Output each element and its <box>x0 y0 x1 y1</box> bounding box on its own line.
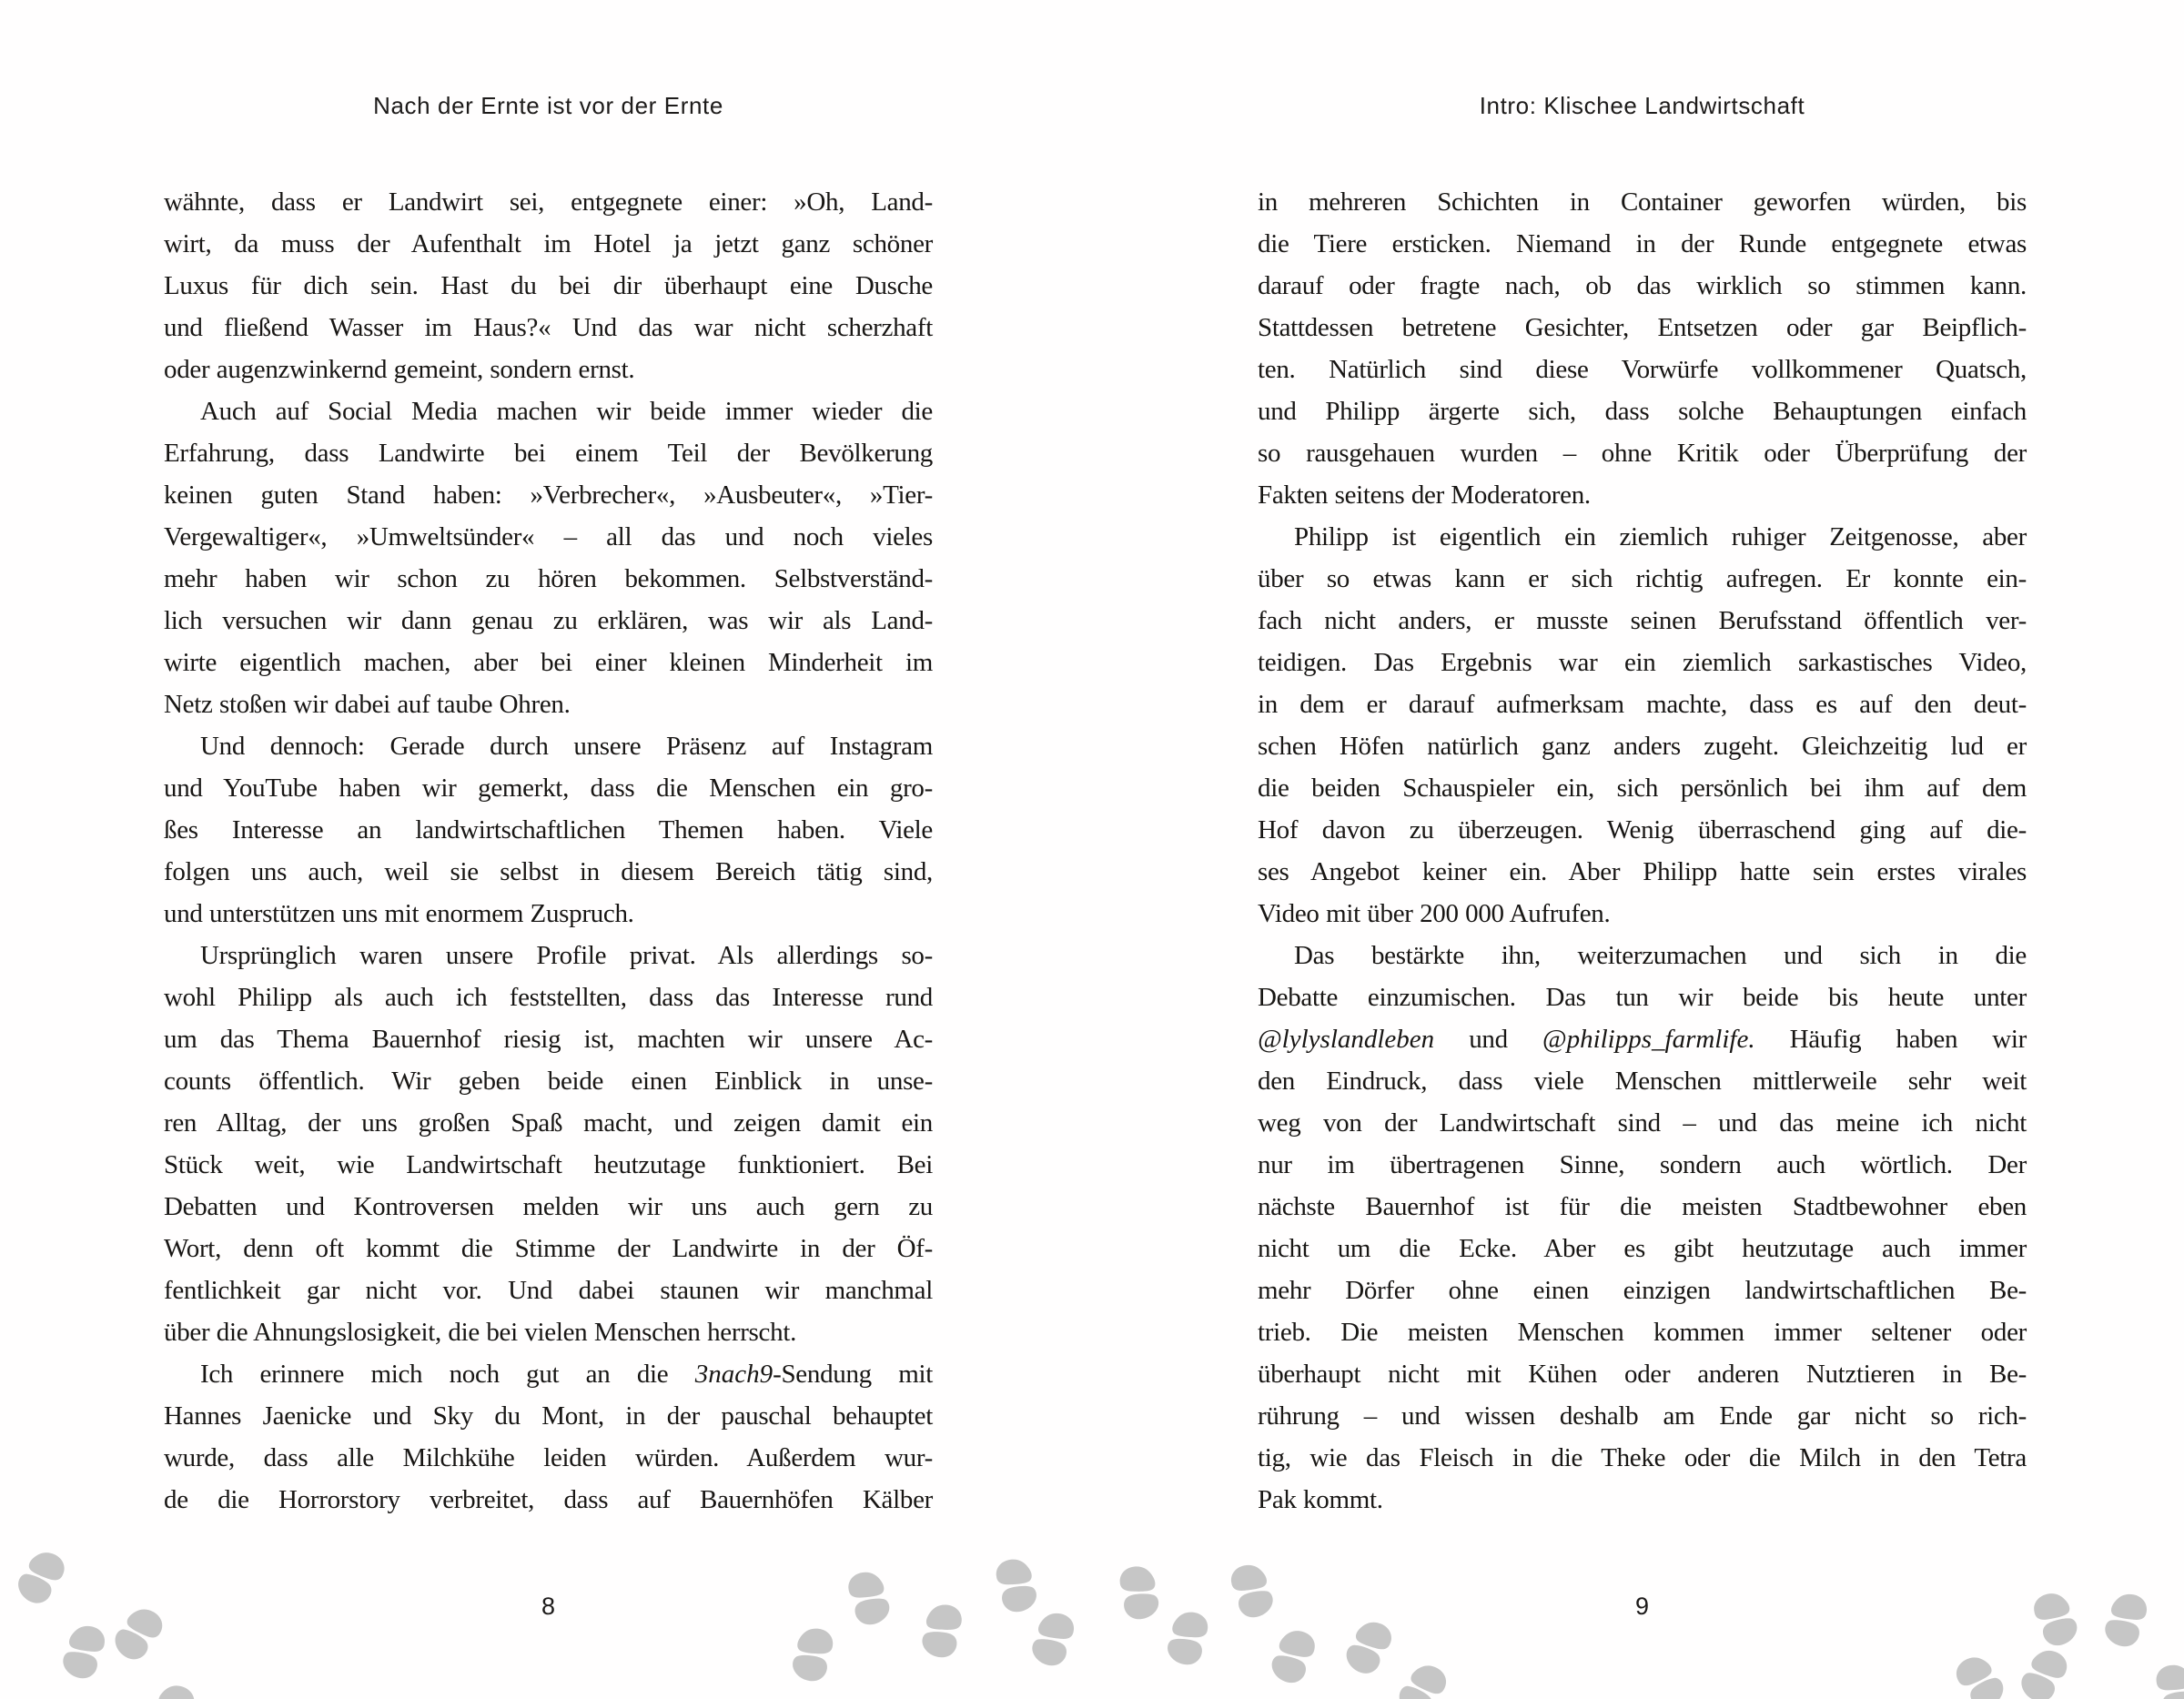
text-line: mehr haben wir schon zu hören bekommen. Selbstverständ- <box>164 564 933 593</box>
text-line: in mehreren Schichten in Container geworfen würden, bis <box>1258 187 2027 217</box>
text-column-left <box>164 181 933 1521</box>
hoof-print-icon <box>786 1623 838 1686</box>
text-line: Auch auf Social Media machen wir beide immer wieder die <box>200 397 933 426</box>
running-header-right: Intro: Klischee Landwirtschaft <box>1479 92 1805 119</box>
text-line: schen Höfen natürlich ganz anders zugeht. Gleichzeitig lud er <box>1258 732 2027 761</box>
paragraph <box>1258 935 2027 1521</box>
text-line: weg von der Landwirtschaft sind – und das meine ich nicht <box>1258 1108 2027 1138</box>
page-number-right: 9 <box>1634 1593 1650 1620</box>
hoof-print-icon <box>1390 1656 1454 1699</box>
paragraph <box>164 390 933 725</box>
text-line: folgen uns auch, weil sie selbst in diesem Bereich tätig sind, <box>164 857 933 886</box>
text-line: über die Ahnungslosigkeit, die bei vielen Menschen herrscht. <box>164 1318 797 1347</box>
hoof-print-icon <box>9 1543 72 1611</box>
hoof-print-icon <box>1161 1607 1213 1670</box>
hoof-print-icon <box>2013 1642 2075 1699</box>
text-line: und YouTube haben wir gemerkt, dass die Menschen ein gro- <box>164 774 933 803</box>
text-line: Fakten seitens der Moderatoren. <box>1258 480 1591 510</box>
text-line: @lylyslandleben und @philipps_farmlife. Häufig haben wir <box>1258 1025 2027 1054</box>
hoof-print-icon <box>56 1620 111 1684</box>
hoof-print-icon <box>1948 1648 2012 1699</box>
text-line: um das Thema Bauernhof riesig ist, machten wir unsere Ac- <box>164 1025 933 1054</box>
paragraph <box>164 1353 933 1521</box>
text-line: überhaupt nicht mit Kühen oder anderen Nutztieren in Be- <box>1258 1360 2027 1389</box>
text-line: die Tiere ersticken. Niemand in der Runde entgegnete etwas <box>1258 229 2027 258</box>
text-line: fentlichkeit gar nicht vor. Und dabei staunen wir manchmal <box>164 1276 933 1305</box>
text-line: trieb. Die meisten Menschen kommen immer seltener oder <box>1258 1318 2027 1347</box>
text-line: ses Angebot keiner ein. Aber Philipp hatte sein erstes virales <box>1258 857 2027 886</box>
running-header-left: Nach der Ernte ist vor der Ernte <box>373 92 723 119</box>
hoof-print-icon <box>142 1678 201 1699</box>
hoof-print-icon <box>106 1600 171 1667</box>
text-line: Stattdessen betretene Gesichter, Entsetzen oder gar Beipflich- <box>1258 313 2027 342</box>
hoof-print-icon <box>2098 1588 2153 1653</box>
text-line: Hof davon zu überzeugen. Wenig überraschend ging auf die- <box>1258 815 2027 844</box>
text-line: Wort, denn oft kommt die Stimme der Landwirte in der Öf- <box>164 1234 933 1263</box>
text-line: ten. Natürlich sind diese Vorwürfe vollkommener Quatsch, <box>1258 355 2027 384</box>
text-line: tig, wie das Fleisch in die Theke oder die Milch in den Tetra <box>1258 1443 2027 1472</box>
text-line: die beiden Schauspieler ein, sich persönlich bei ihm auf dem <box>1258 774 2027 803</box>
hoof-print-icon <box>1264 1623 1321 1689</box>
text-line: Stück weit, wie Landwirtschaft heutzutage funktioniert. Bei <box>164 1150 933 1179</box>
text-line: wirte eigentlich machen, aber bei einer kleinen Minderheit im <box>164 648 933 677</box>
text-line: keinen guten Stand haben: »Verbrecher«, »Ausbeuter«, »Tier- <box>164 480 933 510</box>
text-line: nur im übertragenen Sinne, sondern auch wörtlich. Der <box>1258 1150 2027 1179</box>
paragraph <box>1258 181 2027 516</box>
hoof-print-icon <box>2027 1586 2084 1652</box>
text-line: Ich erinnere mich noch gut an die 3nach9-Sendung mit <box>200 1360 934 1389</box>
paragraph <box>164 725 933 935</box>
paragraph <box>164 181 933 390</box>
page-number-left: 8 <box>541 1593 556 1620</box>
text-line: Philipp ist eigentlich ein ziemlich ruhiger Zeitgenosse, aber <box>1294 522 2027 551</box>
text-line: und unterstützen uns mit enormem Zuspruch. <box>164 899 634 928</box>
paragraph <box>1258 516 2027 935</box>
text-line: teidigen. Das Ergebnis war ein ziemlich sarkastisches Video, <box>1258 648 2027 677</box>
text-line: counts öffentlich. Wir geben beide einen Einblick in unse- <box>164 1067 933 1096</box>
text-line: Debatten und Kontroversen melden wir uns auch gern zu <box>164 1192 933 1221</box>
text-line: wirt, da muss der Aufenthalt im Hotel ja jetzt ganz schöner <box>164 229 933 258</box>
text-line: Und dennoch: Gerade durch unsere Präsenz auf Instagram <box>200 732 933 761</box>
hoof-print-icon <box>990 1554 1042 1617</box>
text-line: fach nicht anders, er musste seinen Berufsstand öffentlich ver- <box>1258 606 2027 635</box>
hoof-print-icon <box>1115 1562 1164 1623</box>
text-line: rührung – und wissen deshalb am Ende gar nicht so rich- <box>1258 1401 2027 1431</box>
text-line: und fließend Wasser im Haus?« Und das war nicht scherzhaft <box>164 313 933 342</box>
text-line: Pak kommt. <box>1258 1485 1383 1514</box>
text-line: und Philipp ärgerte sich, dass solche Behauptungen einfach <box>1258 397 2027 426</box>
text-line: ßes Interesse an landwirtschaftlichen Themen haben. Viele <box>164 815 933 844</box>
text-line: Hannes Jaenicke und Sky du Mont, in der pauschal behauptet <box>164 1401 933 1431</box>
text-line: Erfahrung, dass Landwirte bei einem Teil der Bevölkerung <box>164 439 933 468</box>
text-line: in dem er darauf aufmerksam machte, dass es auf den deut- <box>1258 690 2027 719</box>
text-line: darauf oder fragte nach, ob das wirklich so stimmen kann. <box>1258 271 2027 300</box>
text-line: Ursprünglich waren unsere Profile privat. Als allerdings so- <box>200 941 933 970</box>
text-line: Netz stoßen wir dabei auf taube Ohren. <box>164 690 571 719</box>
text-line: Debatte einzumischen. Das tun wir beide bis heute unter <box>1258 983 2027 1012</box>
paragraph <box>164 935 933 1353</box>
hoof-print-icon <box>1338 1613 1399 1681</box>
hoof-print-icon <box>2150 1659 2184 1699</box>
text-line: so rausgehauen wurden – ohne Kritik oder Überprüfung der <box>1258 439 2027 468</box>
text-line: lich versuchen wir dann genau zu erklären, was wir als Land- <box>164 606 933 635</box>
text-line: wurde, dass alle Milchkühe leiden würden. Außerdem wur- <box>164 1443 933 1472</box>
text-line: über so etwas kann er sich richtig aufregen. Er konnte ein- <box>1258 564 2027 593</box>
text-line: Luxus für dich sein. Hast du bei dir überhaupt eine Dusche <box>164 271 933 300</box>
text-line: Video mit über 200 000 Aufrufen. <box>1258 899 1611 928</box>
text-line: den Eindruck, dass viele Menschen mittlerweile sehr weit <box>1258 1067 2027 1096</box>
text-line: nächste Bauernhof ist für die meisten Stadtbewohner eben <box>1258 1192 2027 1221</box>
text-line: de die Horrorstory verbreitet, dass auf Bauernhöfen Kälber <box>164 1485 933 1514</box>
text-line: mehr Dörfer ohne einen einzigen landwirtschaftlichen Be- <box>1258 1276 2027 1305</box>
text-line: Das bestärkte ihn, weiterzumachen und sich in die <box>1294 941 2027 970</box>
text-line: wähnte, dass er Landwirt sei, entgegnete einer: »Oh, Land- <box>164 187 933 217</box>
text-line: ren Alltag, der uns großen Spaß macht, und zeigen damit ein <box>164 1108 933 1138</box>
text-column-right <box>1258 181 2027 1521</box>
text-line: wohl Philipp als auch ich feststellten, dass das Interesse rund <box>164 983 933 1012</box>
hoof-print-icon <box>1026 1607 1080 1672</box>
text-line: oder augenzwinkernd gemeint, sondern ernst. <box>164 355 635 384</box>
text-line: nicht um die Ecke. Aber es gibt heutzutage auch immer <box>1258 1234 2027 1263</box>
text-line: Vergewaltiger«, »Umweltsünder« – all das und noch vieles <box>164 522 933 551</box>
